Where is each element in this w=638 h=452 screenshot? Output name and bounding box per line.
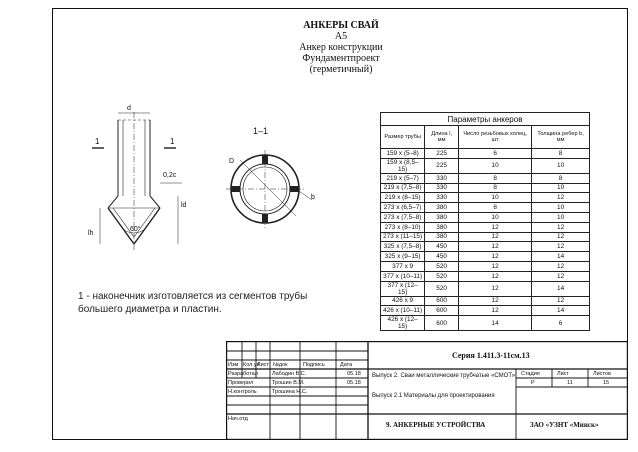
table-cell: 12	[459, 306, 532, 316]
table-cell: 12	[532, 296, 590, 306]
table-cell: 10	[459, 193, 532, 203]
title-line-1: АНКЕРЫ СВАЙ	[303, 20, 379, 31]
table-cell: 12	[532, 193, 590, 203]
table-cell: 14	[532, 306, 590, 316]
angle-label: 60°	[130, 226, 141, 233]
table-body	[381, 149, 590, 331]
table-row	[381, 252, 590, 262]
cut-mark-right: 1	[170, 137, 175, 146]
table-row	[381, 261, 590, 271]
table-row	[381, 232, 590, 242]
table-cell: 426 x 9	[381, 296, 425, 306]
table-cell: 10	[532, 183, 590, 193]
table-cell: 273 x (8–10)	[381, 222, 425, 232]
table-cell: 12	[532, 261, 590, 271]
stamp-sheet-header: Лист	[557, 371, 569, 377]
title-line-5: (герметичный)	[309, 64, 373, 75]
table-cell: 12	[532, 242, 590, 252]
stamp-name: Лабодин В.С.	[272, 371, 307, 377]
table-row	[381, 158, 590, 173]
table-cell: 12	[532, 222, 590, 232]
table-cell: 8	[459, 183, 532, 193]
dim-lh-label: lh	[88, 230, 94, 237]
table-cell: 273 x (6,5–7)	[381, 203, 425, 213]
table-cell: 600	[425, 306, 459, 316]
stamp-series: Серия 1.411.3-11см.13	[452, 351, 530, 360]
stamp-role: Проверил	[228, 380, 254, 386]
table-row	[381, 306, 590, 316]
stamp-col-header: Кол.уч	[243, 362, 260, 368]
table-cell: 10	[459, 158, 532, 173]
table-row	[381, 193, 590, 203]
table-cell: 219 x (8–15)	[381, 193, 425, 203]
table-cell: 12	[532, 232, 590, 242]
stamp-col-header: №док	[273, 362, 288, 368]
stamp-name: Трошина Н.С.	[272, 389, 308, 395]
table-cell: 12	[459, 232, 532, 242]
stamp-section: 9. АНКЕРНЫЕ УСТРОЙСТВА	[386, 421, 486, 429]
table-cell: 12	[459, 252, 532, 262]
dim-d-label: d	[127, 105, 131, 112]
table-cell: 8	[459, 173, 532, 183]
cut-mark-left: 1	[95, 137, 100, 146]
table-cell: 12	[532, 271, 590, 281]
dim-ld-label: ld	[181, 202, 187, 209]
stamp-sheet-value: 11	[567, 380, 573, 386]
stamp-role: Н.контроль	[228, 389, 257, 395]
title-line-3: Анкер конструкции	[299, 42, 383, 53]
table-header: Толщина ребер b, мм	[532, 126, 590, 149]
title-line-2: А5	[334, 31, 348, 42]
table-cell: 6	[532, 316, 590, 331]
table-cell: 12	[459, 222, 532, 232]
anchor-params-table	[380, 112, 590, 331]
table-cell: 219 x (7,5–8)	[381, 183, 425, 193]
table-cell: 377 x (10–11)	[381, 271, 425, 281]
table-cell: 8	[459, 203, 532, 213]
note-line-2: большего диаметра и пластин.	[78, 304, 222, 315]
table-cell: 450	[425, 252, 459, 262]
stamp-company: ЗАО «УЗНТ «Минск»	[530, 421, 599, 429]
dim-D-label: D	[229, 158, 235, 165]
title-line-4: Фундаментпроект	[302, 53, 380, 64]
table-cell: 6	[459, 149, 532, 159]
table-cell: 12	[459, 271, 532, 281]
table-cell: 600	[425, 296, 459, 306]
table-cell: 426 x (12–15)	[381, 316, 425, 331]
note-line-1: 1 - наконечник изготовляется из сегментов трубы	[78, 291, 308, 302]
table-cell: 325 x (7,5–8)	[381, 242, 425, 252]
stamp-col-header: Изм	[228, 362, 239, 368]
table-row	[381, 281, 590, 296]
table-cell: 12	[459, 261, 532, 271]
table-cell: 10	[532, 158, 590, 173]
table-row	[381, 316, 590, 331]
stamp-col-header: Лист	[257, 362, 269, 368]
table-cell: 520	[425, 261, 459, 271]
drawing-note	[78, 290, 307, 316]
stamp-sheet-value: Р	[531, 380, 535, 386]
stamp-sheet-header: Листов	[593, 371, 611, 377]
table-cell: 377 x 9	[381, 261, 425, 271]
stamp-date: 05.18	[347, 380, 361, 386]
title-block-stamp	[226, 341, 628, 440]
table-header: Размер трубы	[381, 126, 425, 149]
stamp-name: Трошин В.М.	[272, 380, 305, 386]
dim-b-label: b	[311, 194, 315, 201]
table-cell: 520	[425, 271, 459, 281]
stamp-col-header: Подпись	[303, 362, 325, 368]
stamp-sheet-header: Стадия	[521, 371, 540, 377]
stamp-subissue: Выпуск 2.1 Материалы для проектирования	[372, 393, 495, 399]
dim-02c-label: 0,2c	[163, 172, 177, 179]
stamp-role: Нач.отд	[228, 416, 248, 422]
section-label: 1–1	[253, 126, 269, 136]
table-cell: 377 x (12–15)	[381, 281, 425, 296]
table-cell: 14	[532, 281, 590, 296]
table-cell: 159 x (8,5–15)	[381, 158, 425, 173]
table-cell: 520	[425, 281, 459, 296]
stamp-role: Разработал	[228, 371, 258, 377]
table-cell: 330	[425, 193, 459, 203]
table-row	[381, 296, 590, 306]
table-row	[381, 183, 590, 193]
table-row	[381, 222, 590, 232]
table-cell: 273 x (7,5–8)	[381, 212, 425, 222]
table-cell: 330	[425, 183, 459, 193]
table-cell: 8	[532, 149, 590, 159]
table-row	[381, 203, 590, 213]
table-cell: 14	[459, 316, 532, 331]
table-row	[381, 173, 590, 183]
table-cell: 159 x (5–8)	[381, 149, 425, 159]
table-cell: 380	[425, 203, 459, 213]
table-cell: 380	[425, 222, 459, 232]
table-cell: 12	[459, 242, 532, 252]
table-cell: 225	[425, 158, 459, 173]
table-cell: 10	[459, 212, 532, 222]
table-cell: 450	[425, 242, 459, 252]
stamp-sheet-value: 15	[603, 380, 610, 386]
table-caption: Параметры анкеров	[381, 113, 590, 126]
table-cell: 600	[425, 316, 459, 331]
table-row	[381, 271, 590, 281]
table-row	[381, 242, 590, 252]
table-cell: 380	[425, 232, 459, 242]
stamp-date: 05.18	[347, 371, 361, 377]
table-cell: 14	[532, 252, 590, 262]
table-cell: 225	[425, 149, 459, 159]
table-cell: 219 x (5–7)	[381, 173, 425, 183]
table-row	[381, 149, 590, 159]
stamp-issue: Выпуск 2. Сваи металлические трубчатые «СМОТ»	[372, 373, 516, 379]
table-cell: 273 x (11–15)	[381, 232, 425, 242]
table-row	[381, 212, 590, 222]
table-cell: 325 x (9–15)	[381, 252, 425, 262]
table-header: Число резьбовых колец, шт	[459, 126, 532, 149]
table-cell: 10	[532, 203, 590, 213]
table-cell: 330	[425, 173, 459, 183]
table-header: Длина l, мм	[425, 126, 459, 149]
stamp-col-header: Дата	[340, 362, 353, 368]
table-cell: 10	[532, 212, 590, 222]
table-cell: 426 x (10–11)	[381, 306, 425, 316]
table-cell: 12	[459, 296, 532, 306]
table-cell: 8	[532, 173, 590, 183]
table-cell: 12	[459, 281, 532, 296]
table-cell: 380	[425, 212, 459, 222]
